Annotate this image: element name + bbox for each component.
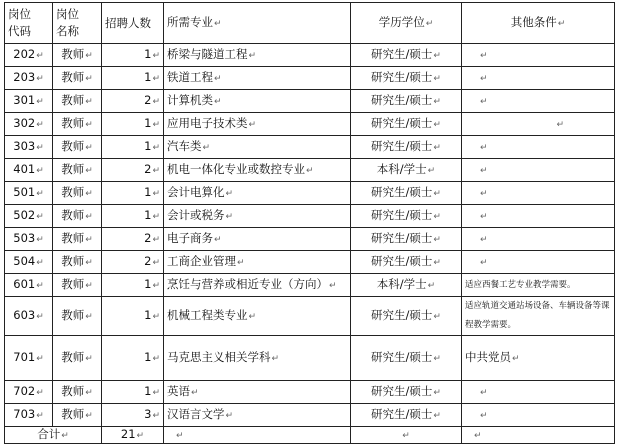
cell-major: 工商企业管理↵ [164,251,351,274]
cell-major: 会计电算化↵ [164,182,351,205]
cell-code: 303↵ [5,136,53,159]
cell-degree: 研究生/硕士↵ [351,251,462,274]
cell-code: 202↵ [5,44,53,67]
table-row [5,136,615,159]
cell-code: 302↵ [5,113,53,136]
cell-other: ↵ [462,159,615,182]
header-degree: 学历学位↵ [351,3,462,44]
cell-code: 701↵ [5,336,53,381]
cell-count: 1↵ [102,136,164,159]
cell-code: 502↵ [5,205,53,228]
cell-other: 适应西餐工艺专业教学需要。 [462,274,615,297]
table-row [5,404,615,427]
cell-code: 703↵ [5,404,53,427]
table-row [5,251,615,274]
cell-code: 702↵ [5,381,53,404]
table-row [5,182,615,205]
table-row [5,297,615,336]
cell-major: 英语↵ [164,381,351,404]
cell-title: 教师↵ [53,205,102,228]
cell-title: 教师↵ [53,182,102,205]
cell-major: 汉语言文学↵ [164,404,351,427]
recruitment-table [4,2,615,444]
cell-other: ↵ [462,205,615,228]
cell-other: ↵ [462,113,615,136]
total-major-empty: ↵ [164,427,351,444]
cell-major: 应用电子技术类↵ [164,113,351,136]
cell-count: 2↵ [102,159,164,182]
cell-count: 1↵ [102,381,164,404]
cell-other: ↵ [462,228,615,251]
cell-other: ↵ [462,44,615,67]
header-row [5,3,615,44]
cell-degree: 研究生/硕士↵ [351,113,462,136]
cell-title: 教师↵ [53,159,102,182]
cell-other: ↵ [462,136,615,159]
cell-degree: 研究生/硕士↵ [351,90,462,113]
cell-count: 2↵ [102,228,164,251]
cell-count: 3↵ [102,404,164,427]
table-row [5,274,615,297]
cell-major: 会计或税务↵ [164,205,351,228]
cell-other: 适应轨道交通站场设备、车辆设备等课程教学需要。 [462,297,615,336]
table-row [5,44,615,67]
cell-count: 1↵ [102,44,164,67]
cell-major: 机械工程类专业↵ [164,297,351,336]
total-count: 21↵ [102,427,164,444]
cell-code: 203↵ [5,67,53,90]
cell-major: 计算机类↵ [164,90,351,113]
cell-title: 教师↵ [53,274,102,297]
cell-degree: 研究生/硕士↵ [351,182,462,205]
header-major: 所需专业↵ [164,3,351,44]
cell-title: 教师↵ [53,228,102,251]
table-row [5,67,615,90]
cell-count: 2↵ [102,251,164,274]
cell-count: 1↵ [102,182,164,205]
cell-other: ↵ [462,67,615,90]
cell-code: 501↵ [5,182,53,205]
cell-major: 机电一体化专业或数控专业↵ [164,159,351,182]
cell-code: 504↵ [5,251,53,274]
cell-other: ↵ [462,381,615,404]
cell-code: 603↵ [5,297,53,336]
cell-major: 汽车类↵ [164,136,351,159]
table-row [5,113,615,136]
cell-degree: 研究生/硕士↵ [351,136,462,159]
cell-count: 1↵ [102,205,164,228]
table-row [5,336,615,381]
cell-other: ↵ [462,251,615,274]
cell-code: 601↵ [5,274,53,297]
cell-code: 401↵ [5,159,53,182]
cell-other: ↵ [462,404,615,427]
cell-count: 1↵ [102,297,164,336]
cell-count: 1↵ [102,67,164,90]
total-other-empty: ↵ [462,427,615,444]
cell-degree: 研究生/硕士↵ [351,67,462,90]
cell-title: 教师↵ [53,251,102,274]
cell-title: 教师↵ [53,90,102,113]
total-degree-empty: ↵ [351,427,462,444]
cell-degree: 研究生/硕士↵ [351,297,462,336]
header-title: 岗位 名称 [53,3,102,44]
cell-title: 教师↵ [53,381,102,404]
table-row [5,90,615,113]
cell-degree: 研究生/硕士↵ [351,404,462,427]
cell-degree: 研究生/硕士↵ [351,336,462,381]
header-other: 其他条件↵ [462,3,615,44]
cell-title: 教师↵ [53,113,102,136]
cell-degree: 本科/学士↵ [351,274,462,297]
table-row [5,228,615,251]
cell-count: 1↵ [102,336,164,381]
table-row [5,381,615,404]
cell-code: 503↵ [5,228,53,251]
cell-other: ↵ [462,182,615,205]
total-row [5,427,615,444]
cell-count: 1↵ [102,113,164,136]
cell-count: 2↵ [102,90,164,113]
cell-title: 教师↵ [53,44,102,67]
cell-major: 烹饪与营养或相近专业（方向）↵ [164,274,351,297]
cell-degree: 研究生/硕士↵ [351,381,462,404]
table-row [5,205,615,228]
cell-code: 301↵ [5,90,53,113]
table-row [5,159,615,182]
cell-degree: 研究生/硕士↵ [351,205,462,228]
cell-title: 教师↵ [53,67,102,90]
cell-degree: 研究生/硕士↵ [351,228,462,251]
cell-degree: 研究生/硕士↵ [351,44,462,67]
header-code: 岗位 代码 [5,3,53,44]
cell-other: 中共党员↵ [462,336,615,381]
cell-title: 教师↵ [53,297,102,336]
total-label: 合计↵ [5,427,102,444]
cell-title: 教师↵ [53,404,102,427]
cell-other: ↵ [462,90,615,113]
cell-major: 桥梁与隧道工程↵ [164,44,351,67]
cell-title: 教师↵ [53,136,102,159]
cell-count: 1↵ [102,274,164,297]
cell-degree: 本科/学士↵ [351,159,462,182]
cell-major: 铁道工程↵ [164,67,351,90]
cell-major: 电子商务↵ [164,228,351,251]
header-count: 招聘人数 [102,3,164,44]
cell-title: 教师↵ [53,336,102,381]
cell-major: 马克思主义相关学科↵ [164,336,351,381]
